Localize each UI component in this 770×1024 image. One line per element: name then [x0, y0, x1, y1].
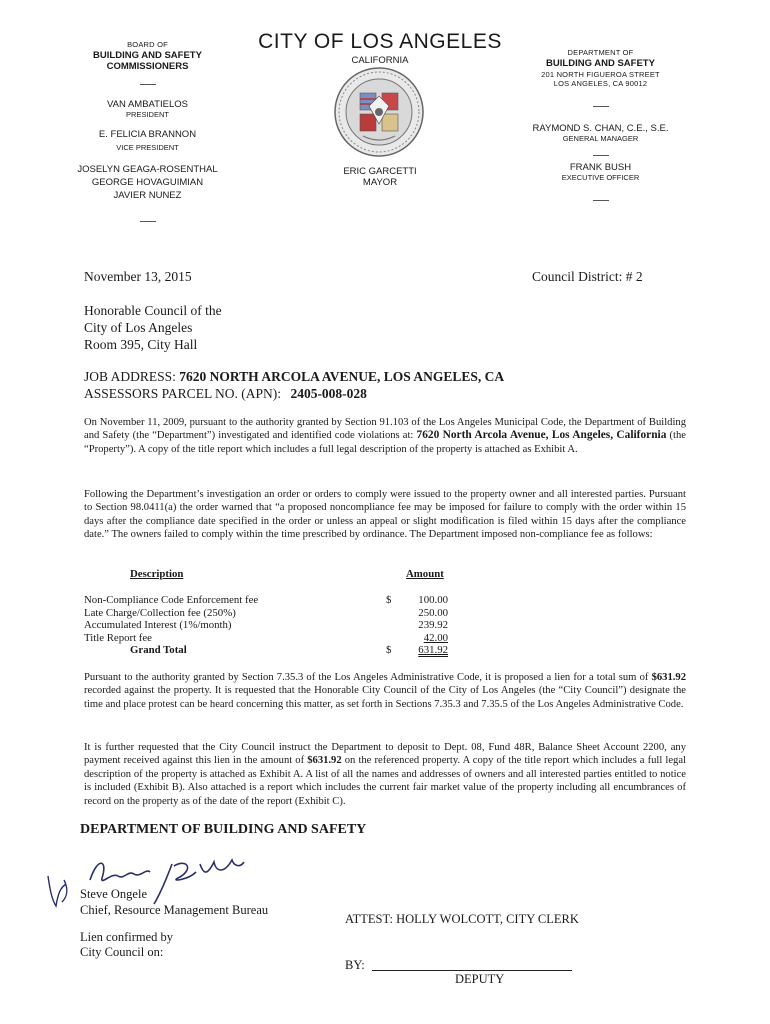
apn-value: 2405-008-028	[290, 386, 367, 401]
board-member: JAVIER NUNEZ	[113, 190, 182, 201]
recipient-line: City of Los Angeles	[84, 320, 193, 335]
board-name-line2: COMMISSIONERS	[106, 61, 189, 72]
apn-label: ASSESSORS PARCEL NO. (APN):	[84, 386, 282, 401]
fee-dollar: $	[386, 594, 392, 606]
board-member: GEORGE HOVAGUIMIAN	[91, 177, 204, 188]
fee-amount: 42.00	[423, 631, 448, 644]
total-label: Grand Total	[130, 644, 187, 656]
dept-name: BUILDING AND SAFETY	[546, 58, 655, 69]
fee-amount: 100.00	[418, 594, 448, 606]
paragraph-text: On November 11, 2009, pursuant to the authority granted by Section 91.103 of the Los Angeles Municipal Code, the Department of Building and Safety (the “Department”) investigated and identified code violations at:	[84, 417, 686, 442]
job-address-value: 7620 NORTH ARCOLA AVENUE, LOS ANGELES, CA	[179, 369, 505, 384]
lien-confirmed-block	[80, 930, 173, 960]
mayor-title: MAYOR	[362, 177, 398, 188]
fee-label: Non-Compliance Code Enforcement fee	[84, 594, 259, 606]
council-district: Council District: # 2	[532, 269, 643, 284]
fee-amount: 239.92	[418, 619, 448, 631]
fee-label: Accumulated Interest (1%/month)	[84, 619, 232, 631]
lien-confirmed-line: Lien confirmed by	[80, 930, 174, 944]
department-heading: DEPARTMENT OF BUILDING AND SAFETY	[80, 822, 367, 837]
board-small-label: BOARD OF	[127, 40, 168, 49]
board-name-line1: BUILDING AND SAFETY	[93, 50, 202, 61]
paragraph-text: Following the Department’s investigation an order or orders to comply were issued to the property owner and all interested parties. Pursuant to Section 98.0411(a) the order warned that “a proposed noncompliance fee may be imposed for failure to comply with the order within 15 days after the compliance date specified in the order or unless an appeal or slight modification is filed within 15 days after the compliance date.” The owners failed to comply within the time prescribed by ordinance. The Department imposed non-compliance fee as follows:	[84, 489, 686, 541]
recipient-line: Honorable Council of the	[84, 303, 222, 318]
lien-confirmed-line: City Council on:	[80, 945, 164, 959]
paragraph-text: (the “Property”). A copy of the title report which includes a full legal description of the property is attached as Exhibit A.	[84, 430, 687, 455]
signer-title: Chief, Resource Management Bureau	[80, 903, 269, 917]
dept-address-line1: 201 NORTH FIGUEROA STREET	[541, 70, 660, 79]
city-seal-graphic	[333, 66, 425, 158]
lien-amount-bold: $631.92	[651, 672, 686, 683]
president-title: PRESIDENT	[126, 110, 169, 119]
fee-table	[84, 568, 464, 664]
paragraph-text: Pursuant to the authority granted by Section 7.35.3 of the Los Angeles Administrative Code, it is proposed a lien for a total sum of	[84, 672, 652, 683]
divider	[593, 106, 609, 107]
apn-line	[84, 385, 704, 402]
letter-date: November 13, 2015	[84, 269, 192, 284]
board-member: JOSELYN GEAGA-ROSENTHAL	[77, 164, 218, 175]
paragraph-3	[84, 671, 686, 711]
by-label: BY:	[345, 958, 365, 972]
paragraph-2	[84, 488, 686, 542]
city-block	[245, 30, 515, 66]
president-name: VAN AMBATIELOS	[107, 99, 188, 110]
city-seal	[333, 66, 425, 158]
paragraph-text: on the referenced property. A copy of the title report which includes a full legal description of the property is attached as Exhibit A. A list of all the names and addresses of owners and all interested parties entitled to notice is included (Exhibit B). Also attached is a report which includes the current fair market value of the property including all encumbrances of record on the property as of the date of the report (Exhibit C).	[84, 755, 686, 807]
recipient-block	[84, 302, 222, 353]
signature-line	[372, 970, 572, 971]
eo-name: FRANK BUSH	[569, 162, 632, 173]
vp-title: VICE PRESIDENT	[116, 143, 179, 152]
dept-small-label: DEPARTMENT OF	[567, 48, 634, 57]
gm-name: RAYMOND S. CHAN, C.E., S.E.	[532, 123, 669, 134]
amount-header: Amount	[406, 568, 444, 580]
paragraph-4	[84, 741, 686, 808]
dept-address-line2: LOS ANGELES, CA 90012	[553, 79, 648, 88]
state-label: CALIFORNIA	[351, 55, 409, 66]
property-address-bold: 7620 North Arcola Avenue, Los Angeles, California	[416, 429, 667, 442]
fee-label: Title Report fee	[84, 631, 152, 644]
signer-block	[80, 886, 268, 918]
signer-name: Steve Ongele	[80, 887, 147, 901]
paragraph-text: recorded against the property. It is requested that the Honorable City Council of the City of Los Angeles (the “City Council”) designate the time and place protest can be heard concerning this matter, as set forth in Sections 7.35.3 and 7.35.5 of the Los Angeles Administrative Code.	[84, 685, 686, 710]
total-amount: 631.92	[418, 644, 448, 656]
paragraph-text: It is further requested that the City Council instruct the Department to deposit to Dept. 08, Fund 48R, Balance Sheet Account 2200, any payment received against this lien in the amount of	[84, 742, 686, 767]
attest-line: ATTEST: HOLLY WOLCOTT, CITY CLERK	[345, 912, 579, 926]
city-title: CITY OF LOS ANGELES	[258, 30, 502, 53]
divider	[140, 221, 156, 222]
deputy-label: DEPUTY	[455, 972, 505, 986]
lien-amount-bold: $631.92	[307, 755, 342, 767]
vp-name: E. FELICIA BRANNON	[98, 129, 197, 140]
job-address-label: JOB ADDRESS:	[84, 369, 176, 384]
gm-title: GENERAL MANAGER	[562, 134, 639, 143]
divider	[593, 200, 609, 201]
divider	[140, 84, 156, 85]
eo-title: EXECUTIVE OFFICER	[561, 173, 640, 182]
fee-amount: 250.00	[418, 606, 448, 619]
department-block	[518, 48, 683, 201]
total-dollar: $	[386, 644, 392, 656]
board-block	[60, 40, 235, 222]
mayor-name: ERIC GARCETTI	[343, 166, 417, 177]
paragraph-1	[84, 416, 686, 456]
job-address-line	[84, 368, 704, 385]
fee-label: Late Charge/Collection fee (250%)	[84, 606, 236, 619]
description-header: Description	[130, 568, 184, 580]
mayor-block	[300, 166, 460, 188]
divider	[593, 155, 609, 156]
recipient-line: Room 395, City Hall	[84, 337, 198, 352]
